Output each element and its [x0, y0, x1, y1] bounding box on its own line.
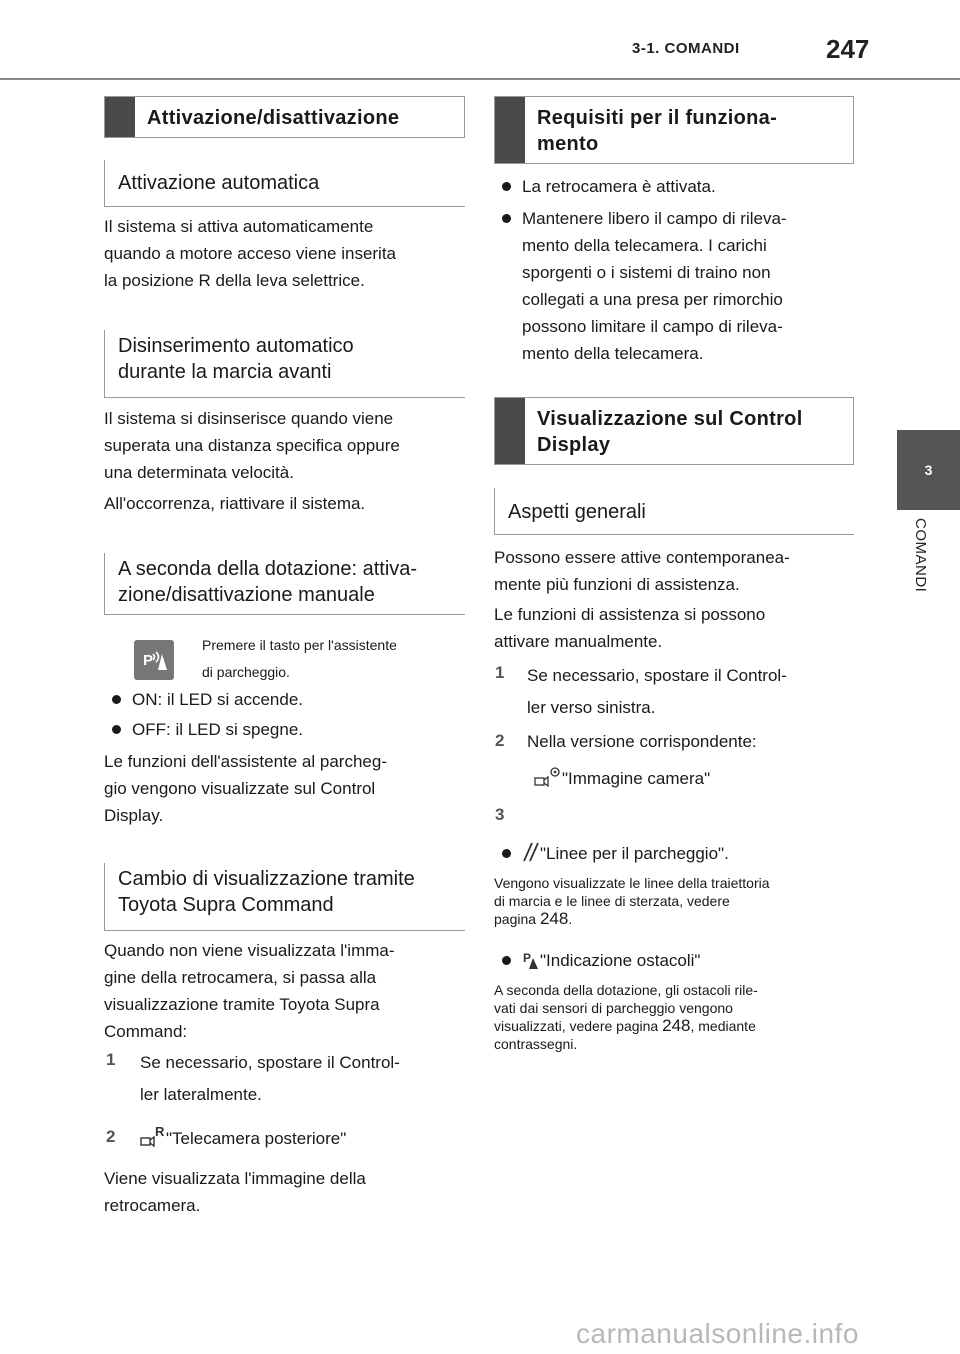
- para-manual-activation: Le funzioni di assistenza si possono attivare manualmente.: [494, 605, 766, 651]
- rear-camera-icon: [140, 1124, 166, 1155]
- step-text: Nella versione corrispondente:: [527, 732, 757, 751]
- step-text: Se necessario, spostare il Control- ler lateralmente.: [140, 1053, 400, 1104]
- button-caption: Premere il tasto per l'assistente di parcheggio.: [202, 637, 397, 680]
- chapter-number: 3: [924, 462, 933, 478]
- note-parking-lines: Vengono visualizzate le linee della traiettoria di marcia e le linee di sterzata, vedere pagina 248.: [494, 875, 770, 928]
- para-command: Quando non viene visualizzata l'imma- gine della retrocamera, si passa alla visualizzazione tramite Toyota Supra Command:: [104, 941, 395, 1041]
- svg-text:R: R: [155, 1124, 165, 1139]
- subheading-auto-deactivation: Disinserimento automatico durante la marcia avanti: [104, 330, 465, 398]
- step-text: "Immagine camera": [562, 769, 711, 788]
- obstacle-icon: [522, 948, 540, 970]
- bullet-keep-clear: Mantenere libero il campo di rileva- mento della telecamera. I carichi sporgenti o i sistemi di traino non collegati a una presa per rimorchio possono limitare il campo di rileva- mento della telecamera.: [522, 205, 852, 367]
- para-auto-deactivation: Il sistema si disinserisce quando viene superata una distanza specifica oppure una determinata velocità.: [104, 409, 400, 482]
- subheading-manual: A seconda della dotazione: attiva- zione/disattivazione manuale: [104, 553, 465, 615]
- bullet-parking-lines: "Linee per il parcheggio".: [522, 840, 729, 867]
- bullet-off: OFF: il LED si spegne.: [132, 716, 303, 743]
- svg-text:P: P: [143, 652, 154, 669]
- step-number: 3: [495, 805, 505, 824]
- watermark: carmanualsonline.info: [576, 1318, 859, 1349]
- subheading-auto-activation: Attivazione automatica: [104, 160, 465, 207]
- step-number: 2: [495, 731, 505, 750]
- heading-requirements: Requisiti per il funziona- mento: [494, 96, 854, 164]
- parking-lines-icon: [522, 841, 540, 863]
- step-number: 2: [106, 1127, 116, 1146]
- step-text: "Telecamera posteriore": [166, 1129, 347, 1148]
- heading-activation: Attivazione/disattivazione: [104, 96, 465, 138]
- step-number: 1: [106, 1050, 116, 1069]
- para-auto-activation: Il sistema si attiva automaticamente quando a motore acceso viene inserita la posizione R della leva selettrice.: [104, 217, 397, 290]
- chapter-label: COMANDI: [912, 518, 929, 593]
- note-obstacles: A seconda della dotazione, gli ostacoli rile- vati dai sensori di parcheggio vengono visualizzati, vedere pagina 248, mediante contrassegni.: [494, 982, 758, 1052]
- step-number: 1: [495, 663, 505, 682]
- header-rule: [0, 78, 960, 80]
- bullet-camera-active: La retrocamera è attivata.: [522, 173, 716, 200]
- subheading-command: Cambio di visualizzazione tramite Toyota Supra Command: [104, 863, 465, 931]
- camera-settings-icon: [534, 764, 562, 795]
- para-reactivate: All'occorrenza, riattivare il sistema.: [104, 494, 366, 513]
- para-rear-image: Viene visualizzata l'immagine della retrocamera.: [104, 1169, 366, 1215]
- page-number: 247: [826, 34, 870, 64]
- step-text: Se necessario, spostare il Control- ler verso sinistra.: [527, 666, 787, 717]
- subheading-general: Aspetti generali: [494, 488, 854, 535]
- heading-control-display: Visualizzazione sul Control Display: [494, 397, 854, 465]
- para-display: Le funzioni dell'assistente al parcheg- gio vengono visualizzate sul Control Display.: [104, 752, 387, 825]
- park-assist-button-icon: [134, 640, 174, 680]
- para-multiple-functions: Possono essere attive contemporanea- mente più funzioni di assistenza.: [494, 548, 790, 594]
- section-title: 3-1. COMANDI: [632, 40, 740, 57]
- svg-text:P: P: [523, 951, 532, 965]
- bullet-on: ON: il LED si accende.: [132, 686, 303, 713]
- bullet-obstacles: P "Indicazione ostacoli": [522, 947, 700, 974]
